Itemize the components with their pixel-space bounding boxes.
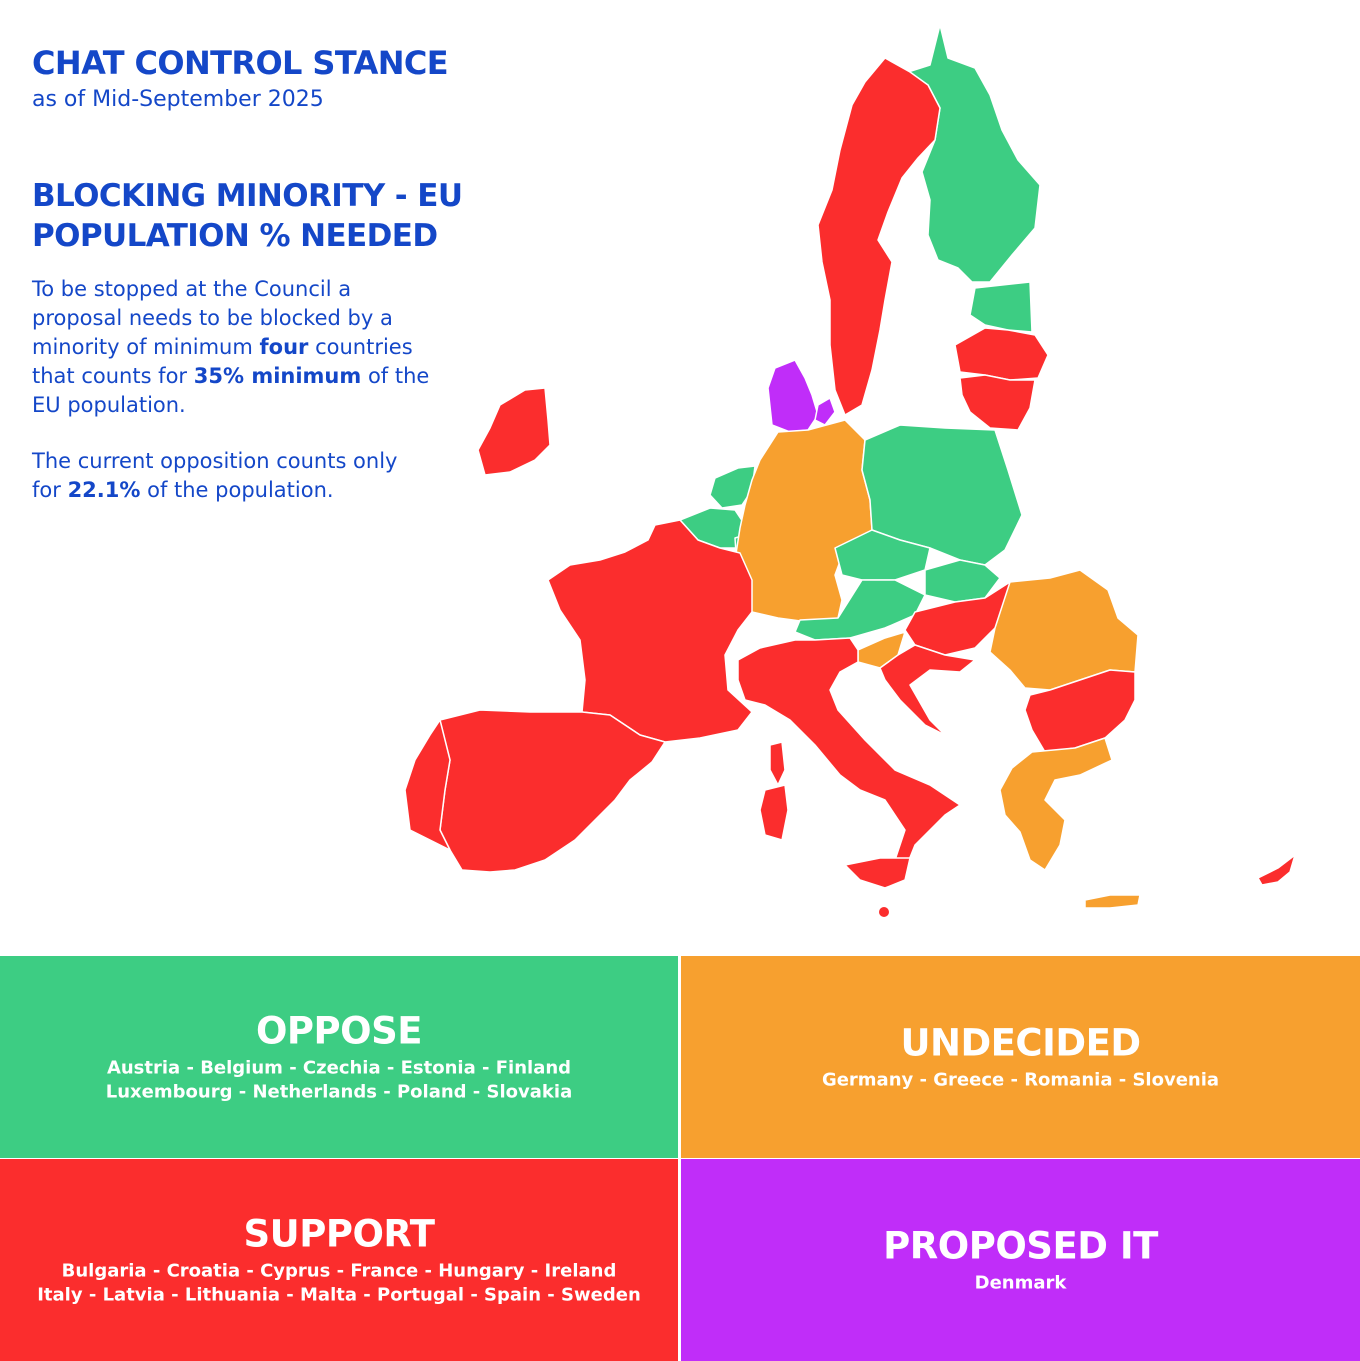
country-spain <box>440 710 665 872</box>
legend-proposed-label: PROPOSED IT <box>883 1224 1158 1268</box>
legend-undecided <box>681 956 1360 1158</box>
country-germany <box>735 420 872 622</box>
country-latvia <box>955 328 1048 380</box>
eu-map-svg <box>390 15 1320 920</box>
country-malta <box>879 907 889 917</box>
country-denmark-islands <box>815 398 835 425</box>
country-italy-sardinia <box>760 785 788 840</box>
explanation-text-2: countries that counts for <box>32 335 413 388</box>
country-sweden <box>818 58 940 415</box>
country-france-corsica <box>770 742 785 785</box>
blocking-minority-heading: BLOCKING MINORITY - EU POPULATION % NEEDED <box>32 178 463 254</box>
eu-map <box>390 15 1320 920</box>
explanation-bold-four: four <box>259 335 309 359</box>
opposition-percent: 22.1% <box>67 478 141 502</box>
legend-oppose-countries-1: Austria - Belgium - Czechia - Estonia - Finland <box>106 1057 572 1079</box>
explanation-text-1: To be stopped at the Council a proposal needs to be blocked by a minority of minimum <box>32 277 393 359</box>
country-finland <box>908 25 1040 282</box>
legend-oppose-label: OPPOSE <box>255 1009 423 1053</box>
legend-support <box>0 1159 678 1361</box>
country-denmark <box>768 360 818 432</box>
country-croatia <box>880 645 975 735</box>
country-estonia <box>970 282 1032 332</box>
country-ireland <box>478 388 550 475</box>
map-subtitle: as of Mid-September 2025 <box>32 87 324 112</box>
country-greece-crete <box>1085 895 1140 908</box>
country-greece <box>1000 738 1112 870</box>
explanation-paragraph <box>32 275 432 420</box>
country-italy-sicily <box>845 858 910 888</box>
legend-undecided-countries: Germany - Greece - Romania - Slovenia <box>821 1069 1220 1091</box>
explanation-text-3: of the EU population. <box>32 364 430 417</box>
explanation-bold-percent: 35% minimum <box>193 364 362 388</box>
legend-support-countries-1: Bulgaria - Croatia - Cyprus - France - Hungary - Ireland <box>61 1260 617 1282</box>
legend-support-label: SUPPORT <box>243 1212 435 1256</box>
opposition-text-2: of the population. <box>140 478 334 502</box>
legend-undecided-label: UNDECIDED <box>900 1021 1141 1065</box>
map-title: CHAT CONTROL STANCE <box>32 44 449 82</box>
legend-oppose-countries-2: Luxembourg - Netherlands - Poland - Slovakia <box>105 1081 573 1103</box>
country-france <box>548 520 752 742</box>
country-cyprus <box>1258 855 1295 885</box>
country-lithuania <box>960 375 1035 430</box>
legend-support-countries-2: Italy - Latvia - Lithuania - Malta - Portugal - Spain - Sweden <box>37 1284 641 1306</box>
opposition-text-1: The current opposition counts only for <box>32 449 398 502</box>
legend-proposed-countries: Denmark <box>974 1272 1067 1294</box>
current-opposition-paragraph <box>32 447 432 505</box>
legend-oppose <box>0 956 678 1158</box>
legend-proposed <box>681 1159 1360 1361</box>
